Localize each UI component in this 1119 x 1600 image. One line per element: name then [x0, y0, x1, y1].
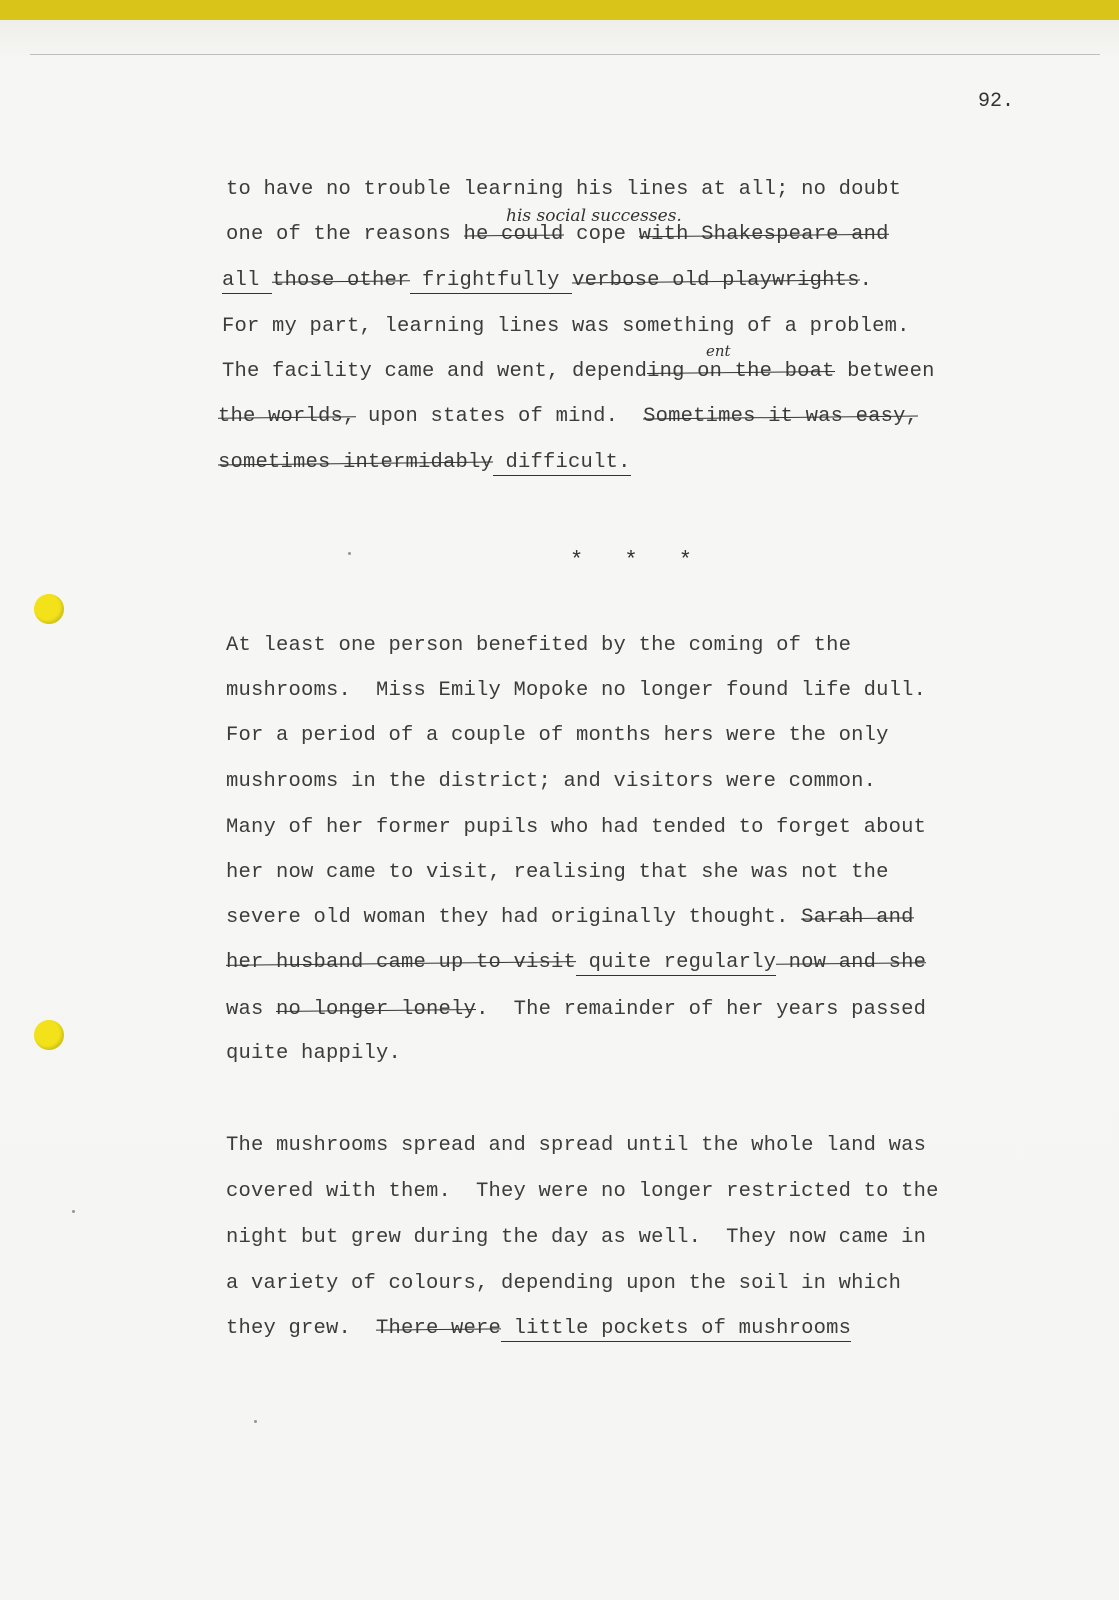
struck-text: no longer lonely [276, 998, 477, 1021]
text-line: The mushrooms spread and spread until the whole land was [226, 1134, 927, 1157]
text-line: her husband came up to visit quite regularly now and she [226, 951, 927, 974]
text-line: was no longer lonely. The remainder of her years passed [226, 998, 927, 1021]
struck-text: with Shakespeare and [638, 223, 889, 246]
punch-hole [34, 1020, 64, 1050]
struck-text: those other [272, 269, 410, 292]
struck-text: sometimes intermidably [218, 451, 494, 474]
struck-text: ing on the boat [647, 360, 835, 383]
handwritten-insertion: his social successes. [506, 206, 682, 226]
struck-text: her husband came up to visit [226, 951, 577, 974]
text-line: The facility came and went, depending on the boat between [222, 360, 935, 383]
text-line: all those other frightfully verbose old playwrights. [222, 269, 873, 292]
struck-text: now and she [776, 951, 927, 974]
text-line: mushrooms in the district; and visitors were common. [226, 770, 877, 793]
handwritten-correction: ent [706, 342, 731, 360]
text-line: At least one person benefited by the coming of the [226, 634, 852, 657]
speck [254, 1420, 257, 1423]
text-line: For a period of a couple of months hers were the only [226, 724, 889, 747]
text-line: severe old woman they had originally thought. Sarah and [226, 906, 914, 929]
struck-text: Sometimes it was easy, [643, 405, 919, 428]
punch-hole [34, 594, 64, 624]
struck-text: Sarah and [801, 906, 914, 929]
text-line: mushrooms. Miss Emily Mopoke no longer found life dull. [226, 679, 927, 702]
struck-text: There were [376, 1317, 502, 1340]
page-top-edge [30, 54, 1100, 55]
text-line: Many of her former pupils who had tended to forget about [226, 816, 927, 839]
speck [348, 552, 351, 555]
struck-text: the worlds, [218, 405, 356, 428]
text-line: a variety of colours, depending upon the soil in which [226, 1272, 902, 1295]
text-line: the worlds, upon states of mind. Sometimes it was easy, [218, 405, 919, 428]
text-line: to have no trouble learning his lines at all; no doubt [226, 178, 902, 201]
struck-text: verbose old playwrights [572, 269, 860, 292]
text-line: For my part, learning lines was something of a problem. [222, 315, 910, 338]
section-separator: * * * [570, 548, 707, 573]
text-line: covered with them. They were no longer restricted to the [226, 1180, 939, 1203]
speck [72, 1210, 75, 1213]
text-line: quite happily. [226, 1042, 402, 1065]
text-line: her now came to visit, realising that she was not the [226, 861, 889, 884]
typewritten-page [0, 20, 1119, 1600]
page-number: 92. [978, 90, 1015, 113]
struck-text: he could [463, 223, 564, 246]
text-line: sometimes intermidably difficult. [218, 451, 631, 474]
text-line: they grew. There were little pockets of mushrooms [226, 1317, 852, 1340]
text-line: one of the reasons he could cope with Shakespeare and [226, 223, 889, 246]
text-line: night but grew during the day as well. They now came in [226, 1226, 927, 1249]
